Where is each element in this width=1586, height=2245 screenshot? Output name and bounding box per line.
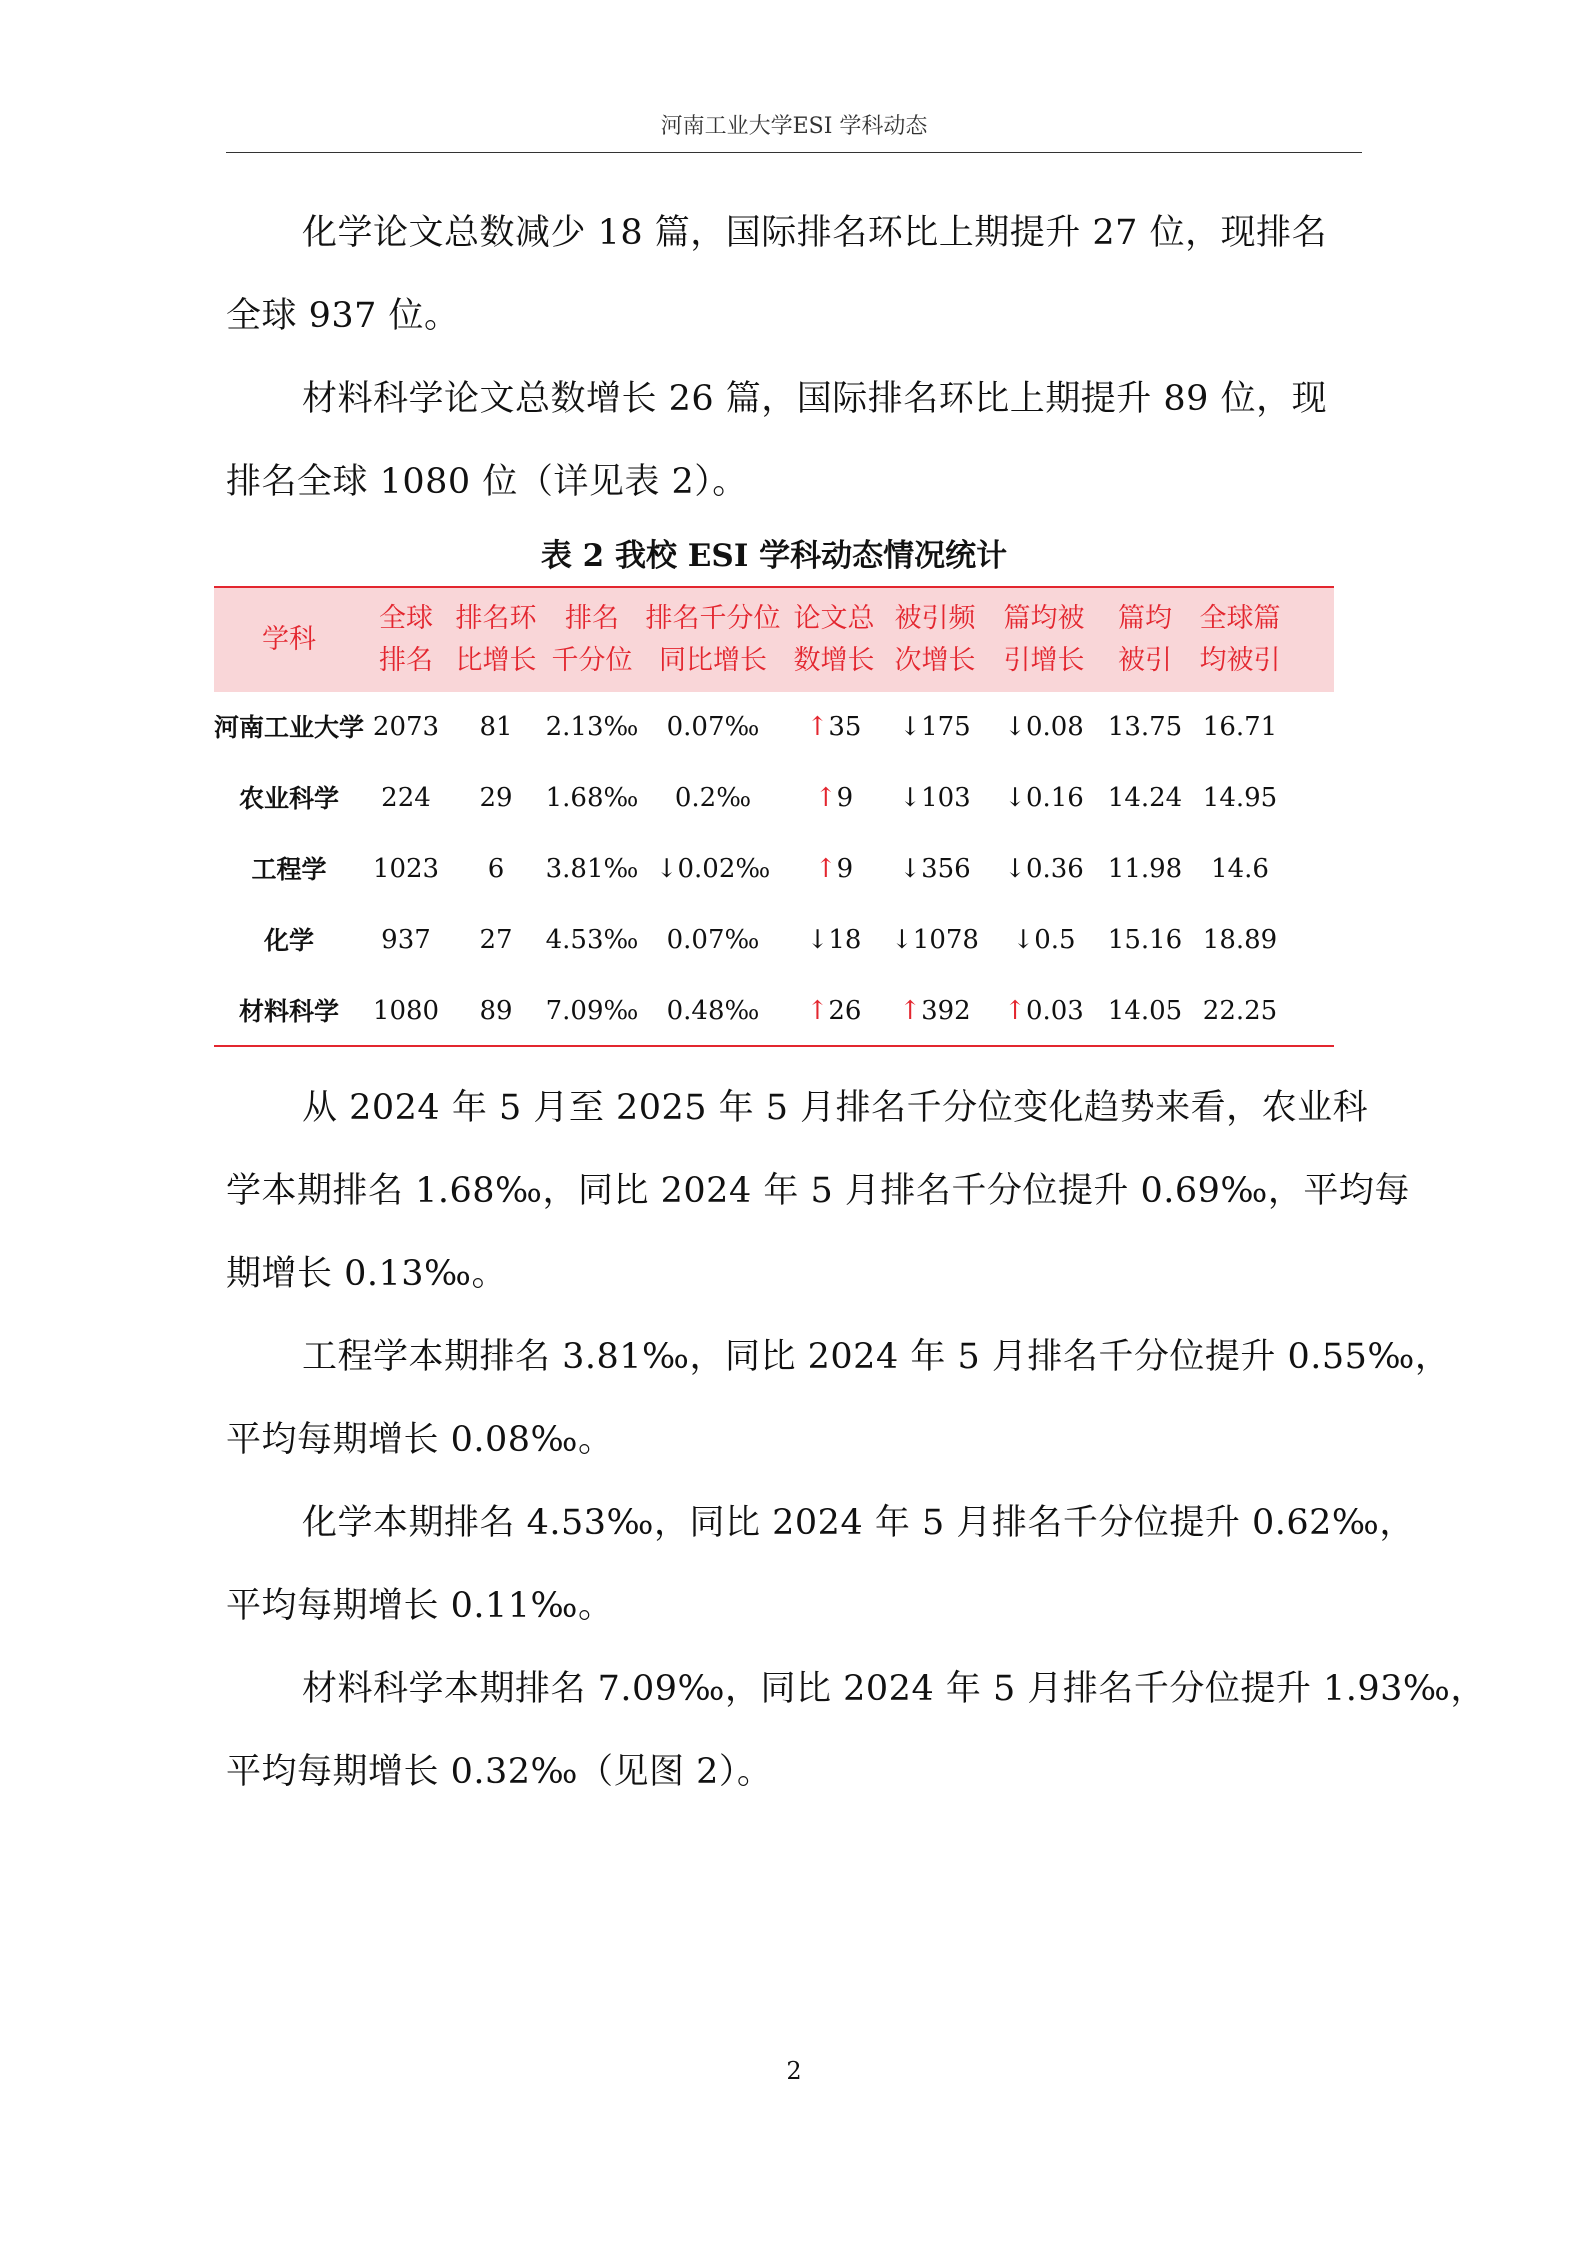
cell-paper-growth: ↓18	[806, 925, 862, 955]
cell-discipline: 河南工业大学	[214, 713, 365, 742]
cell-rank-permille: 2.13‰	[545, 712, 639, 742]
cell-global-avg-citation: 14.95	[1202, 783, 1278, 813]
cell-global-avg-citation: 22.25	[1202, 996, 1278, 1026]
esi-discipline-table	[214, 586, 1334, 1046]
cell-permille-yoy: 0.48‰	[666, 996, 760, 1026]
cell-paper-growth: ↑9	[814, 854, 854, 884]
cell-paper-growth: ↑26	[806, 996, 862, 1026]
cell-avg-citation-growth: ↓0.08	[1004, 712, 1084, 742]
header-cell-rank-change: 排名环 比增长	[455, 603, 537, 676]
cell-permille-yoy: 0.07‰	[666, 925, 760, 955]
running-header: 河南工业大学ESI 学科动态	[660, 114, 928, 139]
cell-rank-permille: 7.09‰	[545, 996, 639, 1026]
table-row	[214, 763, 1334, 834]
cell-rank-change: 89	[479, 996, 513, 1026]
cell-rank-change: 29	[479, 783, 513, 813]
cell-global-rank: 224	[381, 783, 431, 813]
up-arrow-icon: ↑	[806, 996, 829, 1026]
table-caption: 表 2 我校 ESI 学科动态情况统计	[540, 538, 1008, 574]
cell-rank-permille: 4.53‰	[545, 925, 639, 955]
cell-global-avg-citation: 18.89	[1202, 925, 1278, 955]
intro-paragraphs	[226, 192, 1362, 524]
cell-avg-citation: 13.75	[1107, 712, 1183, 742]
page-number: 2	[786, 2057, 802, 2085]
analysis-paragraphs	[226, 1067, 1486, 1814]
cell-avg-citation: 14.05	[1107, 996, 1183, 1026]
table-header	[214, 586, 1334, 692]
header-cell-avg-citation: 篇均 被引	[1118, 603, 1172, 676]
cell-rank-change: 6	[487, 854, 505, 884]
cell-citation-growth: ↓175	[899, 712, 971, 742]
header-cell-rank-permille: 排名 千分位	[551, 603, 633, 676]
analysis-line: 平均每期增长 0.11‰。	[226, 1586, 614, 1626]
intro-line: 材料科学论文总数增长 26 篇，国际排名环比上期提升 89 位，现	[302, 379, 1328, 419]
cell-avg-citation-growth: ↓0.36	[1004, 854, 1084, 884]
analysis-line: 平均每期增长 0.08‰。	[226, 1420, 614, 1460]
cell-avg-citation: 11.98	[1107, 854, 1183, 884]
header-cell-global-rank: 全球 排名	[379, 603, 433, 676]
cell-global-rank: 1080	[372, 996, 440, 1026]
up-arrow-icon: ↑	[806, 712, 829, 742]
cell-global-rank: 937	[381, 925, 431, 955]
cell-citation-growth: ↓103	[899, 783, 971, 813]
intro-line: 化学论文总数减少 18 篇，国际排名环比上期提升 27 位，现排名	[302, 213, 1328, 253]
cell-global-avg-citation: 16.71	[1202, 712, 1278, 742]
up-arrow-icon: ↑	[814, 854, 837, 884]
analysis-line: 学本期排名 1.68‰，同比 2024 年 5 月排名千分位提升 0.69‰，平均每	[226, 1171, 1410, 1211]
header-cell-paper-growth: 论文总 数增长	[793, 603, 875, 676]
header-cell-global-avg-citation: 全球篇 均被引	[1199, 603, 1281, 676]
cell-permille-yoy: ↓0.02‰	[655, 854, 771, 884]
cell-avg-citation-growth: ↓0.16	[1004, 783, 1084, 813]
cell-rank-permille: 1.68‰	[545, 783, 639, 813]
up-arrow-icon: ↑	[899, 996, 922, 1026]
cell-rank-change: 27	[479, 925, 513, 955]
cell-global-avg-citation: 14.6	[1211, 854, 1269, 884]
analysis-line: 期增长 0.13‰。	[226, 1254, 508, 1294]
cell-permille-yoy: 0.07‰	[666, 712, 760, 742]
up-arrow-icon: ↑	[814, 783, 837, 813]
cell-avg-citation: 14.24	[1107, 783, 1183, 813]
table-row	[214, 834, 1334, 905]
header-cell-permille-yoy: 排名千分位 同比增长	[645, 603, 781, 676]
cell-citation-growth: ↑392	[899, 996, 971, 1026]
cell-global-rank: 1023	[372, 854, 440, 884]
cell-citation-growth: ↓356	[899, 854, 971, 884]
analysis-line: 工程学本期排名 3.81‰，同比 2024 年 5 月排名千分位提升 0.55‰，	[302, 1337, 1451, 1377]
analysis-line: 从 2024 年 5 月至 2025 年 5 月排名千分位变化趋势来看，农业科	[302, 1088, 1369, 1128]
cell-discipline: 化学	[263, 926, 314, 955]
cell-rank-change: 81	[479, 712, 513, 742]
cell-discipline: 材料科学	[238, 997, 339, 1026]
table-row	[214, 905, 1334, 976]
cell-citation-growth: ↓1078	[891, 925, 979, 955]
cell-avg-citation-growth: ↓0.5	[1012, 925, 1076, 955]
up-arrow-icon: ↑	[1004, 996, 1026, 1026]
cell-permille-yoy: 0.2‰	[674, 783, 752, 813]
cell-discipline: 农业科学	[238, 784, 339, 813]
analysis-line: 材料科学本期排名 7.09‰，同比 2024 年 5 月排名千分位提升 1.93‰，	[302, 1669, 1486, 1709]
table-row	[214, 692, 1334, 763]
header-rule	[226, 152, 1362, 153]
intro-line: 排名全球 1080 位（详见表 2）。	[226, 462, 748, 502]
intro-line: 全球 937 位。	[226, 296, 460, 336]
cell-rank-permille: 3.81‰	[545, 854, 639, 884]
cell-avg-citation: 15.16	[1107, 925, 1183, 955]
cell-paper-growth: ↑9	[814, 783, 854, 813]
table-body	[214, 692, 1334, 1047]
table-row	[214, 976, 1334, 1047]
cell-global-rank: 2073	[372, 712, 440, 742]
cell-avg-citation-growth: ↑0.03	[1004, 996, 1084, 1026]
header-cell-citation-growth: 被引频 次增长	[894, 603, 976, 676]
cell-discipline: 工程学	[251, 855, 327, 884]
analysis-line: 平均每期增长 0.32‰（见图 2）。	[226, 1752, 773, 1792]
table-bottom-rule	[214, 1045, 1334, 1047]
header-cell-discipline: 学科	[262, 624, 316, 655]
cell-paper-growth: ↑35	[806, 712, 862, 742]
header-cell-avg-citation-growth: 篇均被 引增长	[1003, 603, 1085, 676]
analysis-line: 化学本期排名 4.53‰，同比 2024 年 5 月排名千分位提升 0.62‰，	[302, 1503, 1415, 1543]
